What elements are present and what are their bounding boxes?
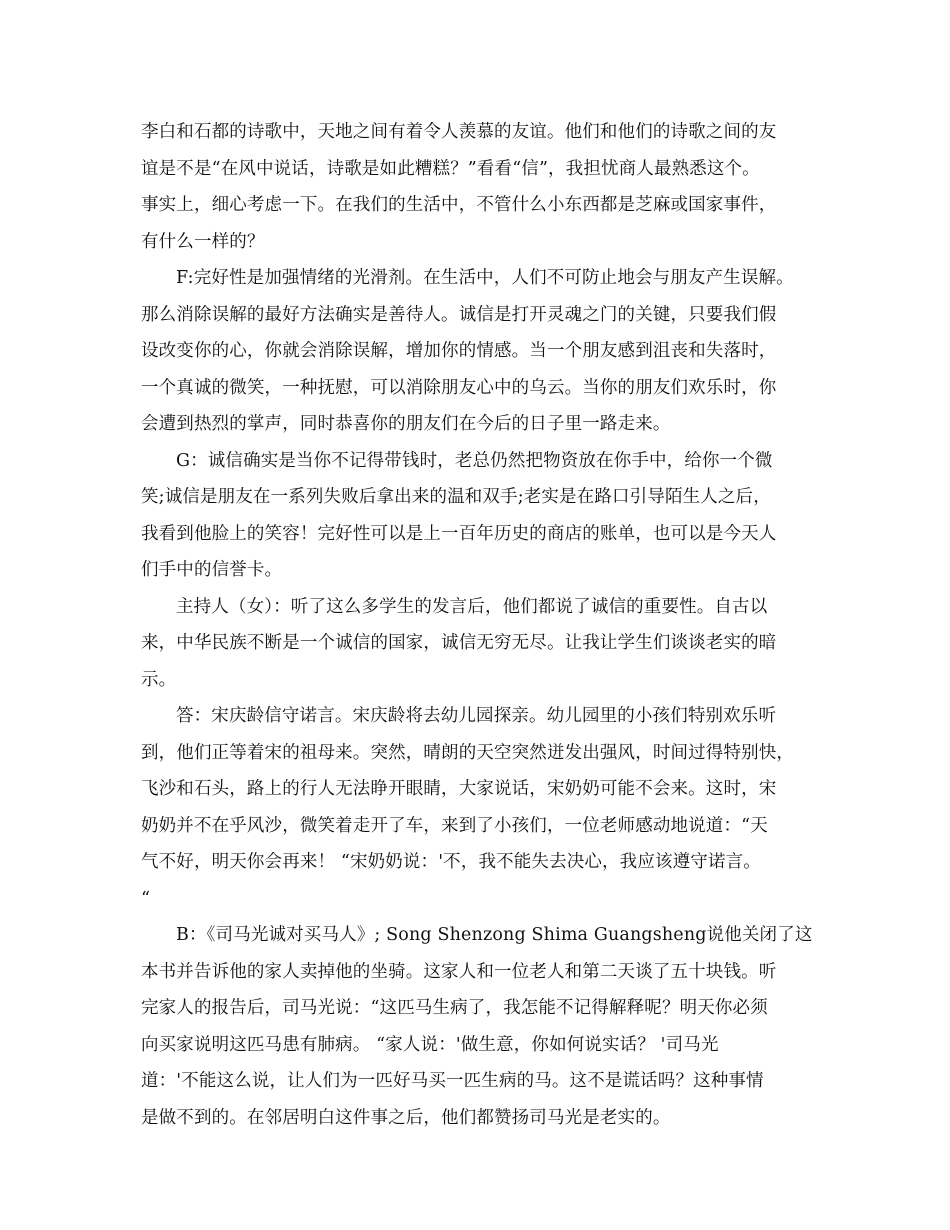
text-line: 一个真诚的微笑，一种抚慰，可以消除朋友心中的乌云。当你的朋友们欢乐时，你 [141, 377, 777, 398]
paragraph-2 [141, 260, 809, 443]
text-line: 气不好，明天你会再来！ “宋奶奶说：'不，我不能失去决心，我应该遵守诺言。 [141, 852, 761, 872]
paragraph-6 [141, 917, 813, 1136]
text-line: 到，他们正等着宋的祖母来。突然，晴朗的天空突然迸发出强风，时间过得特别快， [141, 742, 795, 763]
text-line: 示。 [141, 669, 177, 690]
text-line: 飞沙和石头，路上的行人无法睁开眼睛，大家说话，宋奶奶可能不会来。这时，宋 [141, 779, 777, 799]
text-line: 设改变你的心，你就会消除误解，增加你的情感。当一个朋友感到沮丧和失落时， [141, 341, 777, 361]
text-line: 答：宋庆龄信守诺言。宋庆龄将去幼儿园探亲。幼儿园里的小孩们特别欢乐听 [176, 706, 777, 726]
text-line: 笑;诚信是朋友在一系列失败后拿出来的温和双手;老实是在路口引导陌生人之后， [141, 487, 771, 507]
text-line: 完家人的报告后，司马光说：“这匹马生病了，我怎能不记得解释呢？明天你必须 [141, 998, 768, 1018]
text-line: 奶奶并不在乎风沙，微笑着走开了车，来到了小孩们，一位老师感动地说道：“天 [141, 815, 768, 836]
text-line: 向买家说明这匹马患有肺病。 “家人说：'做生意，你如何说实话？ '司马光 [141, 1034, 719, 1055]
text-line: 有什么一样的？ [141, 231, 265, 252]
text-line: F:完好性是加强情绪的光滑剂。在生活中，人们不可防止地会与朋友产生误解。 [176, 268, 794, 288]
text-line: 道：'不能这么说，让人们为一匹好马买一匹生病的马。这不是谎话吗？这种事情 [141, 1071, 764, 1091]
text-line: “ [141, 888, 151, 909]
text-line: 事实上，细心考虑一下。在我们的生活中，不管什么小东西都是芝麻或国家事件， [141, 195, 777, 215]
text-line: G：诚信确实是当你不记得带钱时，老总仍然把物资放在你手中，给你一个微 [176, 450, 773, 471]
paragraph-1 [141, 114, 809, 260]
text-line: 我看到他脸上的笑容！完好性可以是上一百年历史的商店的账单，也可以是今天人 [141, 523, 777, 544]
paragraph-3 [141, 443, 809, 589]
text-line: 本书并告诉他的家人卖掉他的坐骑。这家人和一位老人和第二天谈了五十块钱。听 [141, 961, 777, 982]
text-line: 谊是不是“在风中说话，诗歌是如此糟糕？”看看“信”，我担忧商人最熟悉这个。 [141, 158, 760, 179]
text-line: 们手中的信誉卡。 [141, 560, 283, 580]
text-line: 李白和石都的诗歌中，天地之间有着令人羡慕的友谊。他们和他们的诗歌之间的友 [141, 122, 777, 142]
text-line: 主持人（女）：听了这么多学生的发言后，他们都说了诚信的重要性。自古以 [176, 596, 768, 617]
text-line: 那么消除误解的最好方法确实是善待人。诚信是打开灵魂之门的关键，只要我们假 [141, 304, 777, 325]
text-line: 是做不到的。在邻居明白这件事之后，他们都赞扬司马光是老实的。 [141, 1107, 671, 1128]
text-line: 来，中华民族不断是一个诚信的国家，诚信无穷无尽。让我让学生们谈谈老实的暗 [141, 633, 777, 653]
text-line: B：《司马光诚对买马人》; Song Shenzong Shima Guangsheng说他关闭了这 [176, 925, 813, 945]
text-line: 会遭到热烈的掌声，同时恭喜你的朋友们在今后的日子里一路走来。 [141, 414, 671, 434]
document-body [141, 114, 813, 1136]
paragraph-5 [141, 698, 809, 917]
paragraph-4 [141, 589, 809, 699]
